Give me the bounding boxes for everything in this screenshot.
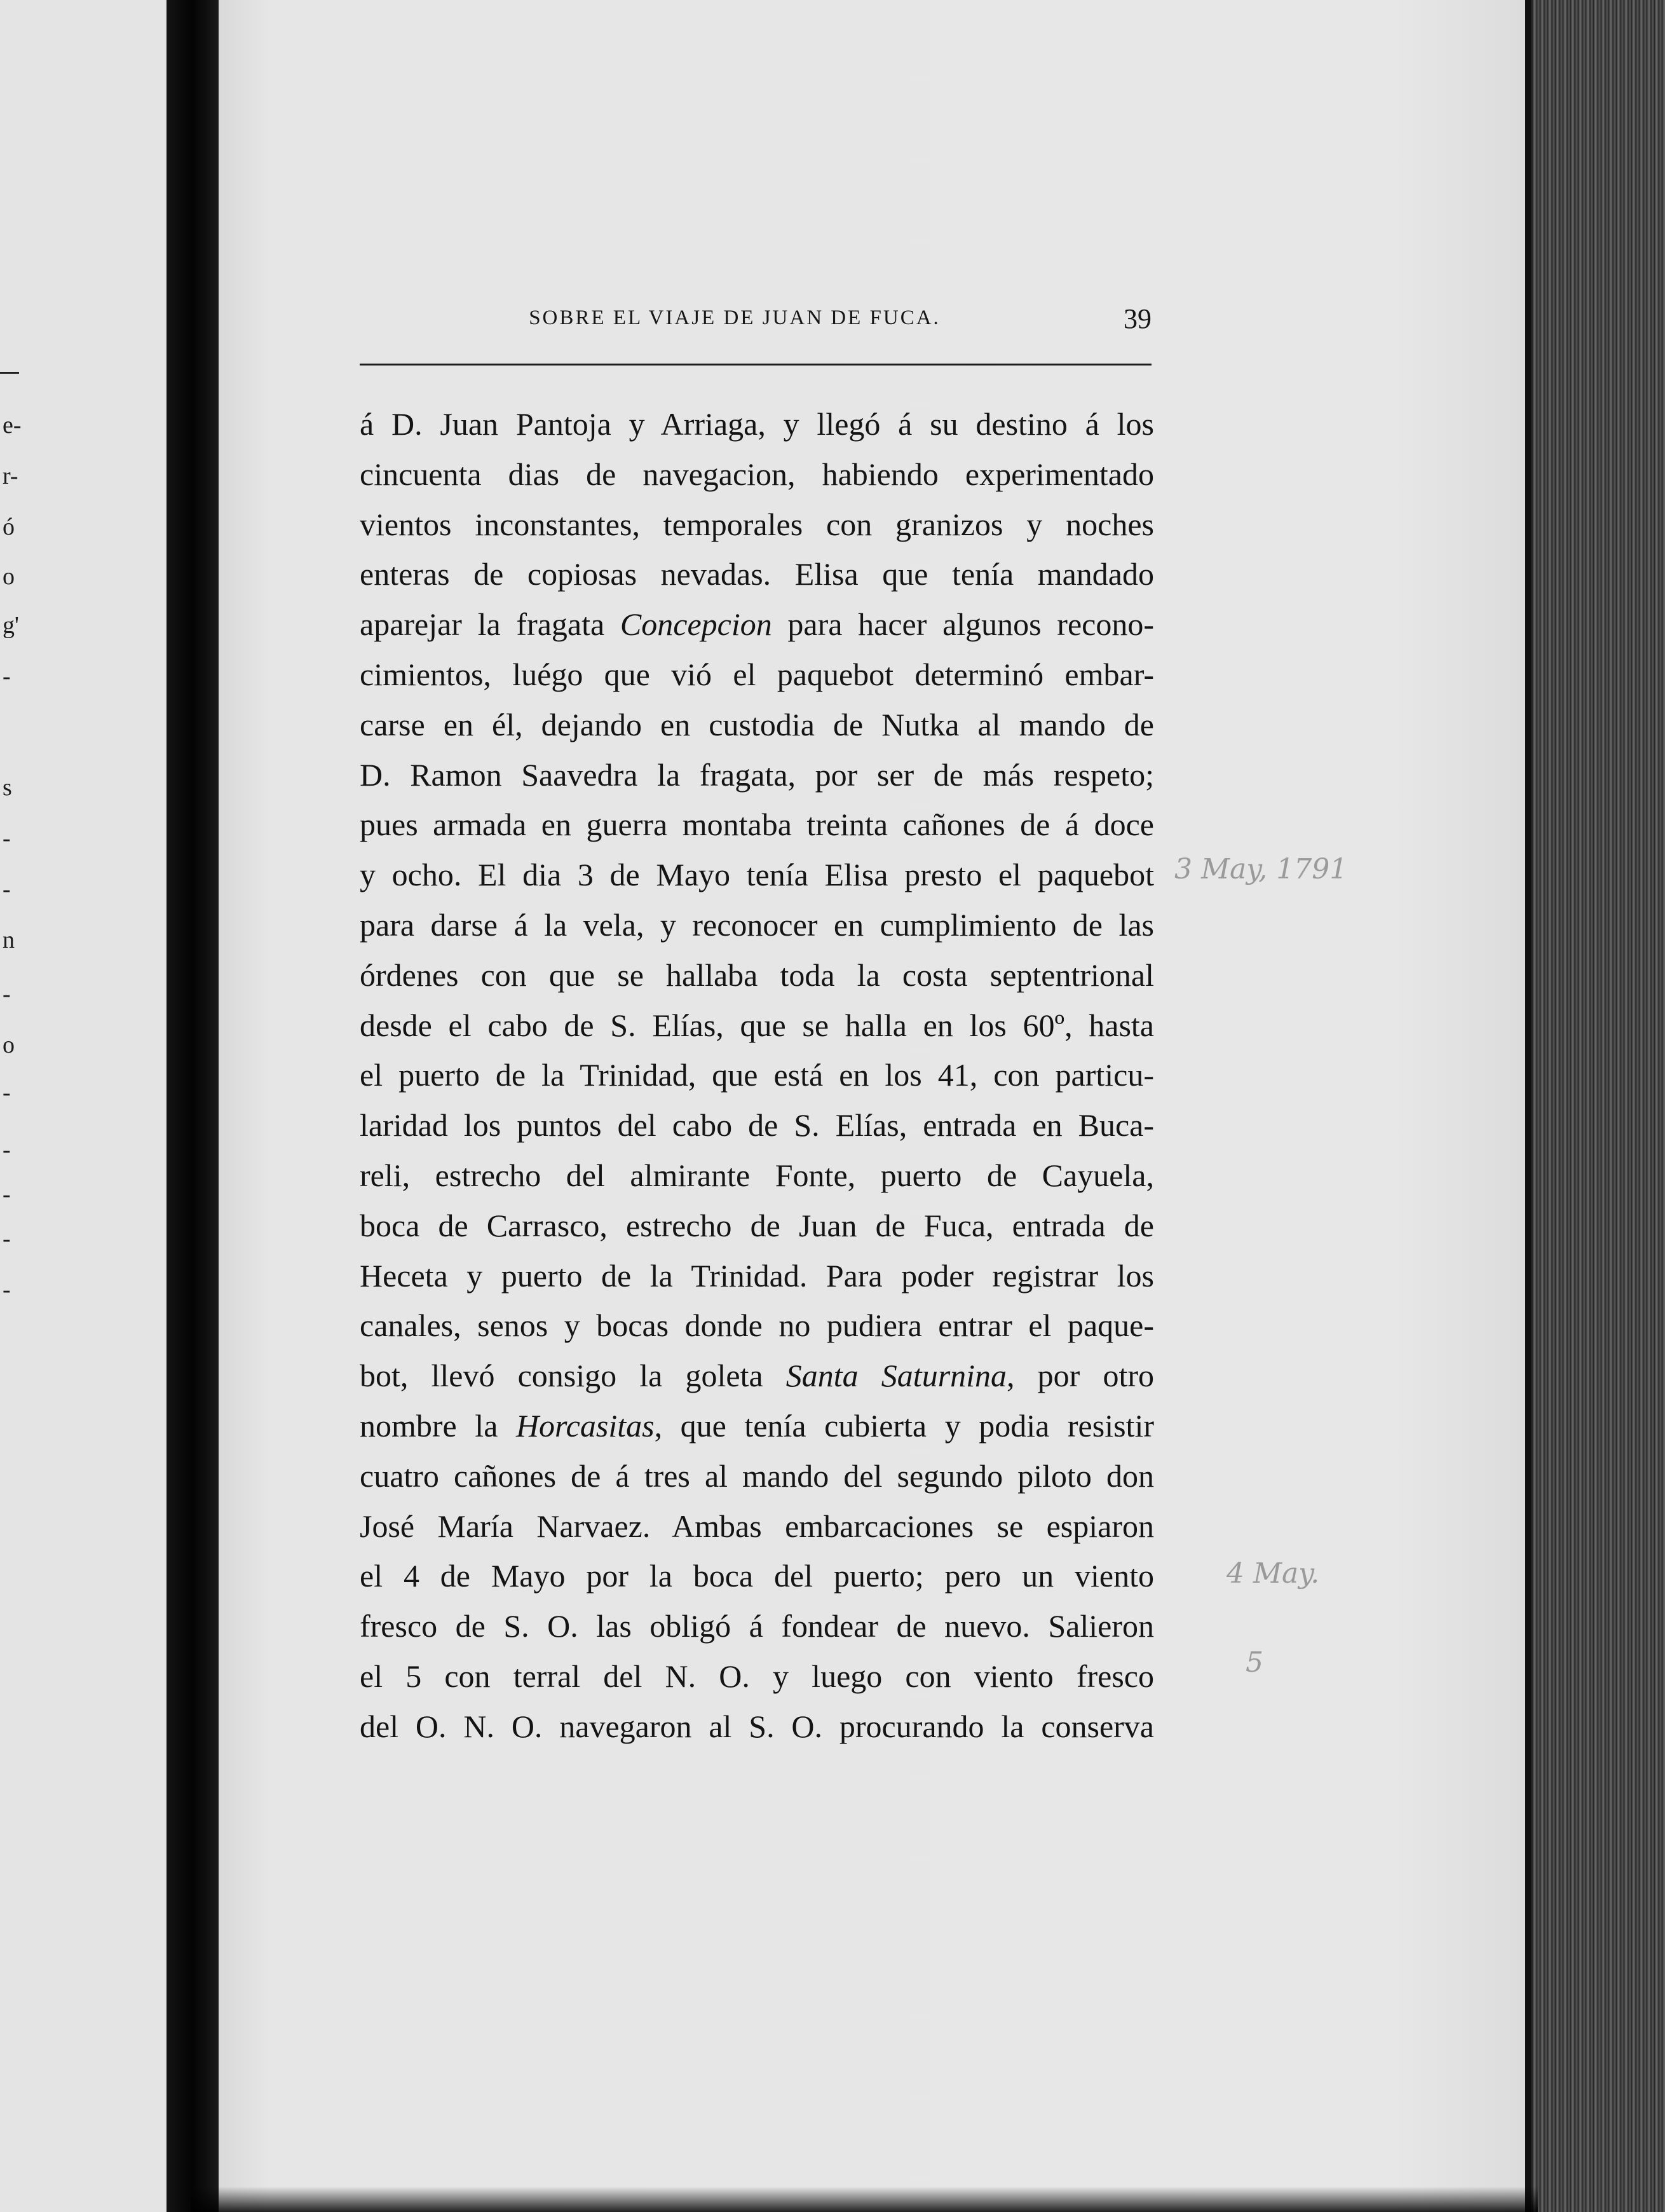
- text-line: [360, 1501, 1154, 1552]
- margin-note-date: 5: [1246, 1646, 1263, 1679]
- text-segment: á D. Juan Pantoja y Arriaga, y llegó á su destino á los: [360, 406, 1154, 442]
- text-segment: aparejar la fragata: [360, 606, 620, 643]
- text-segment: órdenes con que se hallaba toda la costa septentrional: [360, 957, 1154, 993]
- italic-text: Santa Saturnina: [785, 1358, 1007, 1394]
- text-line: [360, 1551, 1154, 1601]
- facing-page-fragment: -: [3, 1225, 11, 1252]
- text-segment: reli, estrecho del almirante Fonte, puerto de Cayuela,: [360, 1157, 1154, 1193]
- facing-page-fragment: g': [3, 612, 19, 639]
- bottom-shadow: [191, 2187, 1538, 2212]
- text-line: [360, 549, 1154, 599]
- italic-text: Concepcion: [620, 606, 772, 643]
- facing-page-fragment: -: [3, 825, 11, 852]
- italic-text: Horcasitas: [515, 1407, 655, 1444]
- text-line: [360, 850, 1154, 900]
- running-header: [360, 303, 1152, 341]
- text-segment: bot, llevó consigo la goleta: [360, 1358, 786, 1394]
- text-segment: cimientos, luégo que vió el paquebot determinó embar-: [360, 656, 1154, 692]
- text-line: [360, 1401, 1154, 1451]
- text-line: [360, 900, 1154, 950]
- text-line: [360, 1651, 1154, 1702]
- text-line: [360, 1301, 1154, 1351]
- facing-page-fragment: e-: [3, 412, 22, 439]
- text-segment: el 4 de Mayo por la boca del puerto; pero un viento: [360, 1558, 1154, 1594]
- facing-page-fragment: -: [3, 876, 11, 903]
- text-segment: , que tenía cubierta y podia resistir: [654, 1407, 1154, 1444]
- text-segment: el 5 con terral del N. O. y luego con viento fresco: [360, 1658, 1154, 1694]
- text-segment: el puerto de la Trinidad, que está en los 41, con particu-: [360, 1057, 1154, 1093]
- facing-page-fragment: -: [3, 1181, 11, 1208]
- text-line: [360, 1702, 1154, 1752]
- running-head-title: SOBRE EL VIAJE DE JUAN DE FUCA.: [529, 306, 941, 329]
- text-segment: cuatro cañones de á tres al mando del segundo piloto don: [360, 1458, 1154, 1494]
- text-segment: cincuenta dias de navegacion, habiendo experimentado: [360, 456, 1154, 492]
- text-segment: carse en él, dejando en custodia de Nutka al mando de: [360, 706, 1154, 742]
- text-segment: para darse á la vela, y reconocer en cumplimiento de las: [360, 906, 1154, 943]
- text-line: [360, 950, 1154, 1000]
- text-line: [360, 700, 1154, 750]
- text-segment: laridad los puntos del cabo de S. Elías, entrada en Buca-: [360, 1107, 1154, 1144]
- text-line: [360, 1100, 1154, 1150]
- facing-page-fragment: -: [3, 663, 11, 690]
- facing-page-fragment: -: [3, 1276, 11, 1303]
- facing-page-fragment: -: [3, 1137, 11, 1163]
- facing-page-fragment: ó: [3, 514, 15, 540]
- page-number: 39: [1124, 303, 1152, 334]
- text-line: [360, 500, 1154, 550]
- text-segment: , por otro: [1007, 1358, 1154, 1394]
- text-segment: nombre la: [360, 1407, 516, 1444]
- text-line: [360, 1201, 1154, 1251]
- text-line: [360, 1150, 1154, 1201]
- text-line: [360, 1351, 1154, 1401]
- text-segment: enteras de copiosas nevadas. Elisa que tenía mandado: [360, 556, 1154, 592]
- margin-note-date: 4 May.: [1227, 1557, 1320, 1590]
- text-line: [360, 1601, 1154, 1651]
- text-segment: D. Ramon Saavedra la fragata, por ser de más respeto;: [360, 756, 1154, 793]
- text-segment: del O. N. O. navegaron al S. O. procurando la conserva: [360, 1708, 1154, 1744]
- text-segment: vientos inconstantes, temporales con granizos y noches: [360, 506, 1154, 542]
- text-line: [360, 449, 1154, 500]
- facing-page-fragment: -: [3, 981, 11, 1007]
- text-line: [360, 1451, 1154, 1501]
- text-segment: Heceta y puerto de la Trinidad. Para poder registrar los: [360, 1257, 1154, 1294]
- text-segment: José María Narvaez. Ambas embarcaciones se espiaron: [360, 1508, 1154, 1544]
- text-segment: canales, senos y bocas donde no pudiera entrar el paque-: [360, 1307, 1154, 1344]
- facing-page-fragment: s: [3, 774, 12, 801]
- text-segment: fresco de S. O. las obligó á fondear de nuevo. Salieron: [360, 1608, 1154, 1644]
- facing-page-edge: [0, 0, 166, 2212]
- margin-note-date: 3 May, 1791: [1174, 853, 1348, 885]
- facing-page-fragment: r-: [3, 463, 18, 489]
- text-segment: boca de Carrasco, estrecho de Juan de Fuca, entrada de: [360, 1207, 1154, 1243]
- body-text: [360, 399, 1154, 1752]
- text-segment: y ocho. El dia 3 de Mayo tenía Elisa presto el paquebot: [360, 857, 1154, 893]
- header-rule: [360, 364, 1152, 365]
- text-line: [360, 399, 1154, 449]
- text-line: [360, 599, 1154, 650]
- text-line: [360, 800, 1154, 850]
- book-gutter: [166, 0, 219, 2212]
- facing-page-fragment: n: [3, 927, 15, 953]
- facing-page-fragment: o: [3, 1032, 15, 1058]
- text-line: [360, 650, 1154, 700]
- text-segment: desde el cabo de S. Elías, que se halla en los 60º, hasta: [360, 1007, 1154, 1043]
- text-line: [360, 1050, 1154, 1100]
- text-segment: para hacer algunos recono-: [771, 606, 1154, 643]
- facing-page-fragment: -: [3, 1079, 11, 1106]
- facing-page-text-fragments: [0, 0, 166, 2212]
- facing-page-fragment: o: [3, 563, 15, 590]
- page-stack-edge: [1525, 0, 1665, 2212]
- text-line: [360, 750, 1154, 800]
- text-segment: pues armada en guerra montaba treinta cañones de á doce: [360, 807, 1154, 843]
- facing-page-rule: [0, 372, 19, 374]
- text-line: [360, 1000, 1154, 1051]
- text-line: [360, 1251, 1154, 1301]
